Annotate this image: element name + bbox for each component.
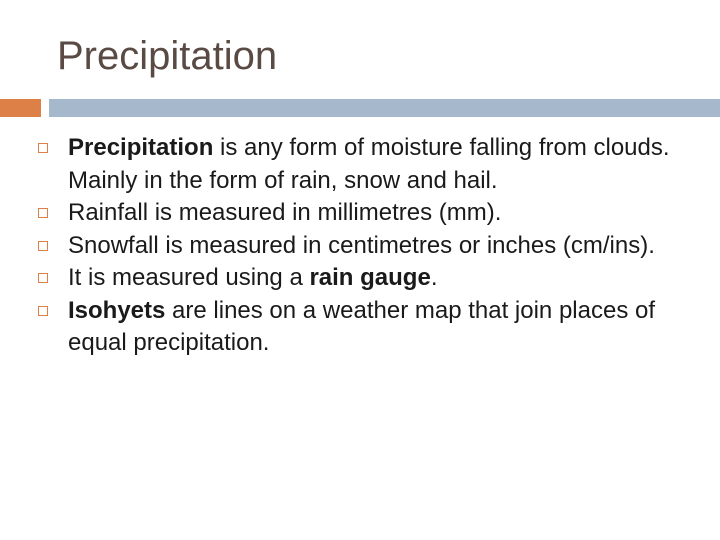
bullet-list [38, 132, 678, 360]
square-outline-icon [38, 143, 48, 153]
bullet-text: Rainfall is measured in millimetres (mm). [68, 199, 502, 226]
bullet-item-rainfall [38, 197, 678, 230]
bullet-item-isohyets [38, 295, 678, 360]
bullet-text: Snowfall is measured in centimetres or inches (cm/ins). [68, 231, 655, 259]
bullet-item-snowfall [38, 230, 678, 263]
bullet-text: is any form of moisture falling from clouds. Mainly in the form of rain, snow and hail. [68, 134, 670, 194]
bullet-text: It is measured using a [68, 264, 310, 291]
bullet-bold-term: Isohyets [68, 296, 166, 324]
slide-title: Precipitation [57, 34, 278, 78]
bullet-bold-term: Precipitation [68, 134, 214, 161]
bullet-item-precipitation [38, 132, 678, 197]
square-outline-icon [38, 241, 48, 251]
bullet-item-rain-gauge [38, 262, 678, 295]
bullet-text: . [430, 264, 438, 291]
square-outline-icon [38, 208, 48, 218]
square-outline-icon [38, 273, 48, 283]
square-outline-icon [38, 306, 48, 316]
accent-bar-blue [49, 99, 720, 117]
accent-bar-orange [0, 99, 41, 117]
bullet-bold-term: rain gauge [309, 264, 431, 291]
bullet-text: are lines on a weather map that join places of equal precipitation. [68, 296, 655, 356]
